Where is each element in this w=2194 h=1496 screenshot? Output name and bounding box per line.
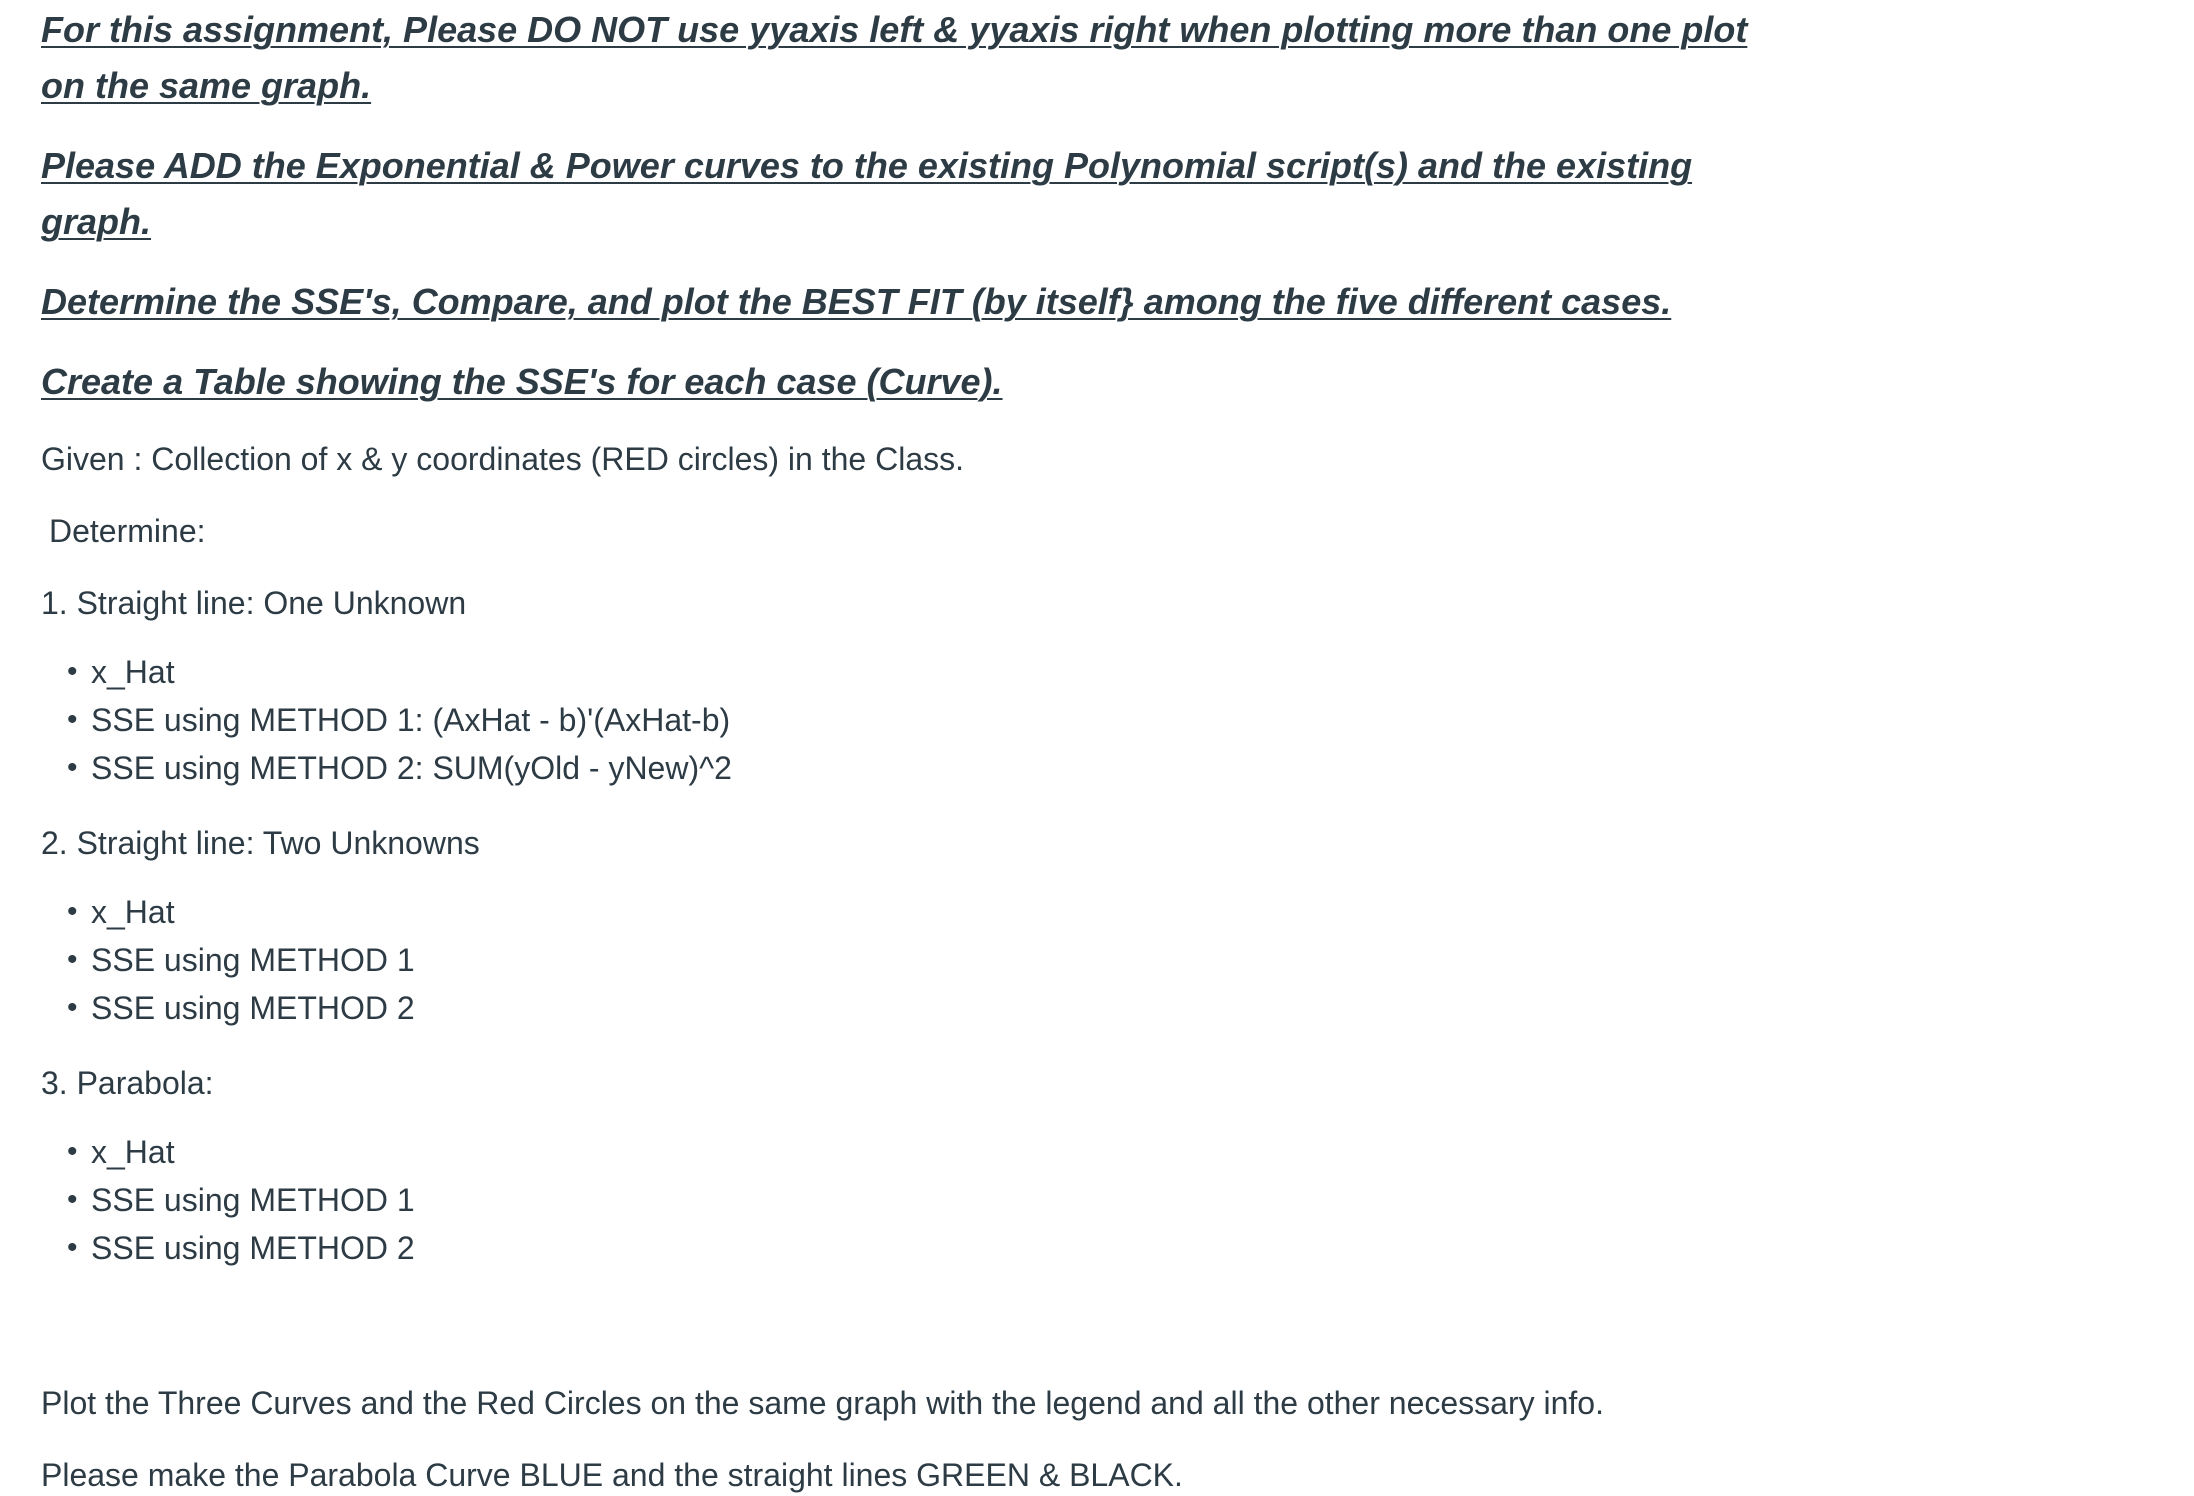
bullet-list xyxy=(41,1128,2194,1272)
section-parabola xyxy=(41,1062,2194,1272)
instruction-create-table: Create a Table showing the SSE's for each case (Curve). xyxy=(41,361,1003,402)
given-text: Given : Collection of x & y coordinates (RED circles) in the Class. xyxy=(41,441,964,477)
bullet-list xyxy=(41,888,2194,1032)
determine-label: Determine: xyxy=(49,513,206,549)
section-heading: 2. Straight line: Two Unknowns xyxy=(41,825,480,861)
list-item: • SSE using METHOD 1 xyxy=(91,936,2194,984)
list-item: • x_Hat xyxy=(91,648,2194,696)
plot-instruction: Plot the Three Curves and the Red Circles on the same graph with the legend and all the other necessary info. xyxy=(41,1385,1604,1421)
list-item: • SSE using METHOD 1: (AxHat - b)'(AxHat-b) xyxy=(91,696,2194,744)
list-item: • SSE using METHOD 2 xyxy=(91,984,2194,1032)
list-item: • SSE using METHOD 2: SUM(yOld - yNew)^2 xyxy=(91,744,2194,792)
list-item: • SSE using METHOD 2 xyxy=(91,1224,2194,1272)
color-instruction: Please make the Parabola Curve BLUE and the straight lines GREEN & BLACK. xyxy=(41,1457,1183,1493)
section-straight-line-one-unknown xyxy=(41,582,2194,792)
section-heading: 3. Parabola: xyxy=(41,1065,214,1101)
instruction-determine-sse: Determine the SSE's, Compare, and plot the BEST FIT (by itself} among the five different cases. xyxy=(41,281,1672,322)
bullet-list xyxy=(41,648,2194,792)
list-item: • x_Hat xyxy=(91,888,2194,936)
section-heading: 1. Straight line: One Unknown xyxy=(41,585,467,621)
section-straight-line-two-unknowns xyxy=(41,822,2194,1032)
list-item: • SSE using METHOD 1 xyxy=(91,1176,2194,1224)
list-item: • x_Hat xyxy=(91,1128,2194,1176)
instruction-yyaxis: For this assignment, Please DO NOT use yyaxis left & yyaxis right when plotting more than one plot on the same graph. xyxy=(41,9,1748,106)
instruction-add-curves: Please ADD the Exponential & Power curves to the existing Polynomial script(s) and the existing graph. xyxy=(41,145,1693,242)
